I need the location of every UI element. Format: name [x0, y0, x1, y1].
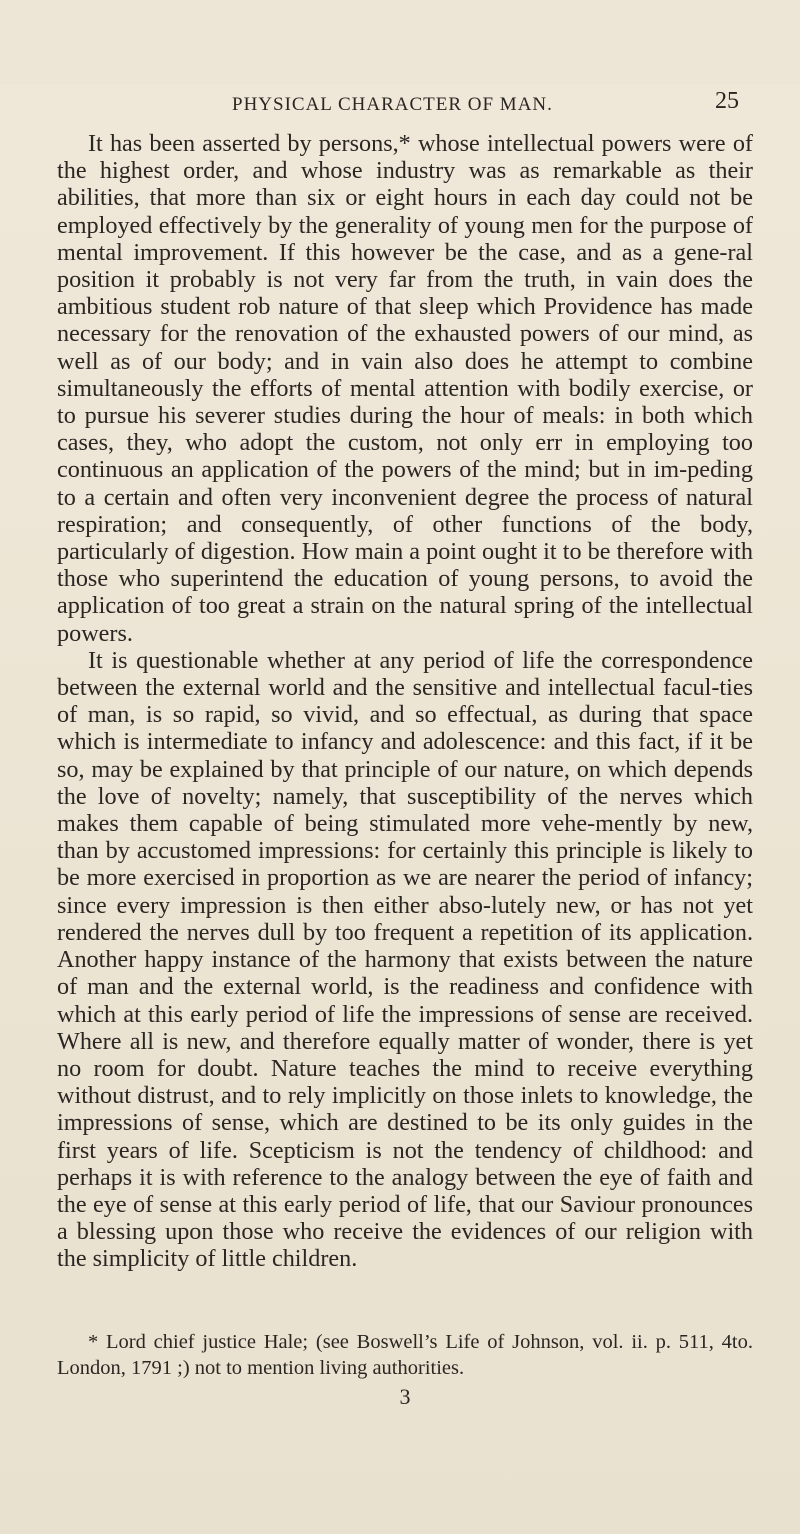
book-page: [0, 84, 800, 1534]
page-number: 25: [715, 88, 739, 114]
footnote: * Lord chief justice Hale; (see Boswell’s Life of Johnson, vol. ii. p. 511, 4to. London, 1791 ;) not to mention living authorities.: [57, 1330, 753, 1379]
page-header: [57, 84, 753, 130]
signature-mark: 3: [399, 1383, 411, 1409]
running-head: PHYSICAL CHARACTER OF MAN.: [232, 94, 553, 115]
paragraph-1: It has been asserted by persons,* whose intellectual powers were of the highest order, and whose industry was as remarkable as their abilities, that more than six or eight hours in each day could not be employed effectively by the generality of young men for the purpose of mental improvement. If this however be the case, and as a gene-ral position it probably is not very far from the truth, in vain does the ambitious student rob nature of that sleep which Providence has made necessary for the renovation of the exhausted powers of our mind, as well as of our body; and in vain also does he attempt to combine simultaneously the efforts of mental attention with bodily exercise, or to pursue his severer studies during the hour of meals: in both which cases, they, who adopt the custom, not only err in employing too continuous an application of the powers of the mind; but in im-peding to a certain and often very inconvenient degree the process of natural respiration; and consequently, of other functions of the body, particularly of digestion. How main a point ought it to be therefore with those who superintend the education of young persons, to avoid the application of too great a strain on the natural spring of the intellectual powers.: [57, 130, 753, 647]
paragraph-2: It is questionable whether at any period of life the correspondence between the external world and the sensitive and intellectual facul-ties of man, is so rapid, so vivid, and so effectual, as during that space which is intermediate to infancy and adolescence: and this fact, if it be so, may be explained by that principle of our nature, on which depends the love of novelty; namely, that susceptibility of the nerves which makes them capable of being stimulated more vehe-mently by new, than by accustomed impressions: for certainly this principle is likely to be more exercised in proportion as we are nearer the period of infancy; since every impression is then either abso-lutely new, or has not yet rendered the nerves dull by too frequent a repetition of its application. Another happy instance of the harmony that exists between the nature of man and the external world, is the readiness and confidence with which at this early period of life the impressions of sense are received. Where all is new, and therefore equally matter of wonder, there is yet no room for doubt. Nature teaches the mind to receive everything without distrust, and to rely implicitly on those inlets to knowledge, the impressions of sense, which are destined to be its only guides in the first years of life. Scepticism is not the tendency of childhood: and perhaps it is with reference to the analogy between the eye of faith and the eye of sense at this early period of life, that our Saviour pronounces a blessing upon those who receive the evidences of our religion with the simplicity of little children.: [57, 646, 753, 1273]
body-text: [57, 130, 753, 1273]
